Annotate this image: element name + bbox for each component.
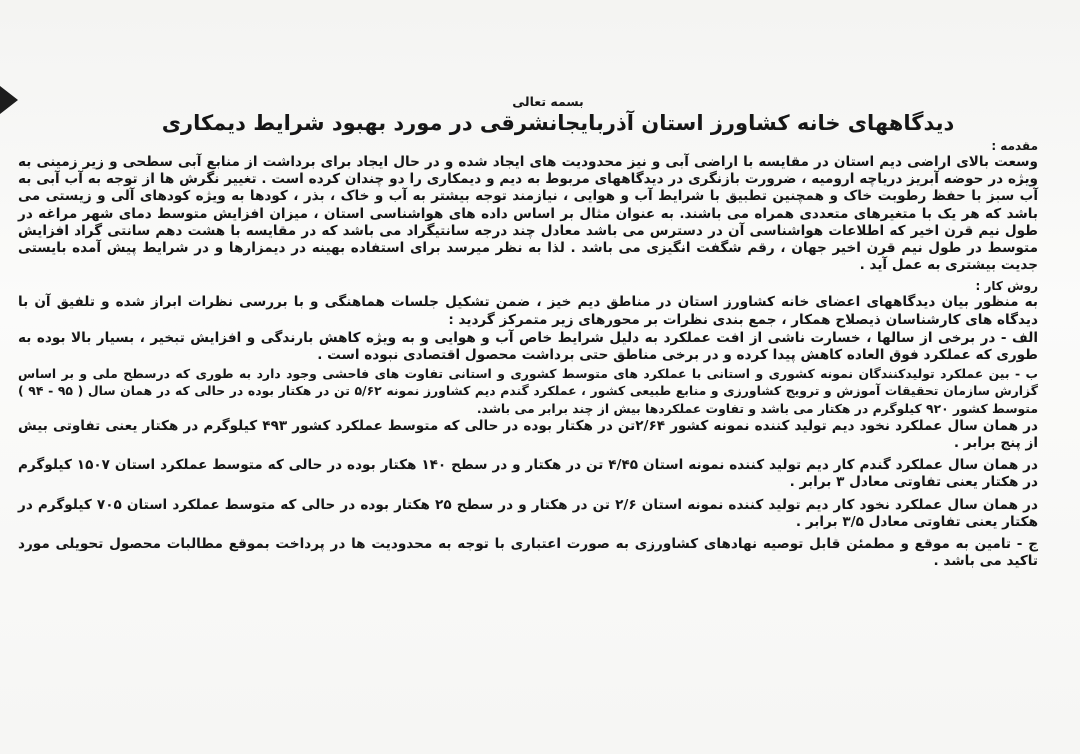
basmala-heading: بسمه تعالی	[512, 94, 584, 109]
intro-paragraph: وسعت بالای اراضی دیم استان در مقایسه با اراضی آبی و نیز محدودیت های ایجاد شده و در حال ایجاد برای برداشت از منابع آبی سطحی و زیر زمینی به ویژه در حوضه آبریز دریاچه ارومیه ، ضرورت بازنگری در دیدگاههای مربوط به دیم و دیمکاری را دو چندان کرده است . تغییر نگرش ها از توجه به آب آبی به آب سبز با حفظ رطوبت خاک و همچنین تطبیق با شرایط آب و هوایی ، نیازمند توجه بیشتر به آب و خاک ، بذر ، کودها به ویژه کودهای آلی و زیستی می باشد که هر یک با متغیرهای متعددی همراه می باشند. به عنوان مثال بر اساس داده های هواشناسی استان ، میزان افزایش متوسط دمای شهر مراغه در طول نیم قرن اخیر که اطلاعات هواشناسی آن در دسترس می باشد معادل چند درجه سانتیگراد می باشد که در مقایسه با هشت دهم سانتی گراد افزایش متوسط در طول نیم قرن اخیر جهان ، رقم شگفت انگیزی می باشد . لذا به نظر میرسد برای استفاده بهینه در دیمزارها و در شرایط پیش آمده بایستی جدیت بیشتری به عمل آید .	[18, 154, 1038, 274]
page-corner-mark	[0, 86, 18, 114]
item-b-wheat-province: در همان سال عملکرد گندم کار دیم تولید کننده نمونه استان ۴/۴۵ تن در هکتار و در سطح ۱۴۰ هکتار بوده در حالی که متوسط عملکرد استان ۱۵۰۷ کیلوگرم در هکتار یعنی تفاوتی معادل ۳ برابر .	[18, 457, 1038, 491]
document-body	[18, 94, 1038, 571]
method-label: روش کار :	[975, 279, 1038, 294]
item-b-paragraph: ب - بین عملکرد تولیدکنندگان نمونه کشوری و استانی با عملکرد های متوسط کشوری و استانی تفاوت های فاحشی وجود دارد به طوری که درسطح ملی و بر اساس گزارش سازمان تحقیقات آموزش و ترویج کشاورزی و منابع طبیعی کشور ، عملکرد گندم دیم کشاورز نمونه ۵/۶۲ تن در هکتار بوده در حالی که در همان سال ( ۹۵ - ۹۴ ) متوسط کشور ۹۲۰ کیلوگرم در هکتار می باشد و تفاوت عملکردها بیش از چند برابر می باشد.	[18, 366, 1038, 416]
item-b-chickpea-province: در همان سال عملکرد نخود کار دیم تولید کننده نمونه استان ۲/۶ تن در هکتار و در سطح ۲۵ هکتار بوده در حالی که متوسط عملکرد استان ۷۰۵ کیلوگرم در هکتار یعنی تفاوتی معادل ۳/۵ برابر .	[18, 496, 1038, 530]
item-b-chickpea-national: در همان سال عملکرد نخود دیم تولید کننده نمونه کشور ۲/۶۴تن در هکتار بوده در حالی که متوسط عملکرد کشور ۴۹۳ کیلوگرم در هکتار یعنی تفاوتی بیش از پنج برابر .	[18, 417, 1038, 452]
document-title: دیدگاههای خانه کشاورز استان آذربایجانشرقی در مورد بهبود شرایط دیمکاری	[161, 111, 955, 135]
intro-label: مقدمه :	[991, 139, 1038, 153]
item-c-paragraph: ج - تامین به موقع و مطمئن قابل توصیه نهادهای کشاورزی به صورت اعتباری با توجه به محدودیت ها در پرداخت بموقع مطالبات محصول تحویلی مورد تاکید می باشد .	[18, 536, 1038, 570]
method-paragraph: به منظور بیان دیدگاههای اعضای خانه کشاورز استان در مناطق دیم خیز ، ضمن تشکیل جلسات هماهنگی و با بررسی نظرات ابراز شده و تلفیق آن با دیدگاه های کارشناسان ذیصلاح همکار ، جمع بندی نظرات بر محورهای زیر متمرکز گردید :	[18, 294, 1038, 328]
item-a-paragraph: الف - در برخی از سالها ، خسارت ناشی از افت عملکرد به دلیل شرایط خاص آب و هوایی و به ویژه کاهش بارندگی و افزایش تبخیر ، بسیار بالا بوده به طوری که عملکرد فوق العاده کاهش پیدا کرده و در برخی مناطق حتی برداشت محصول اقتصادی نبوده است .	[18, 329, 1038, 364]
